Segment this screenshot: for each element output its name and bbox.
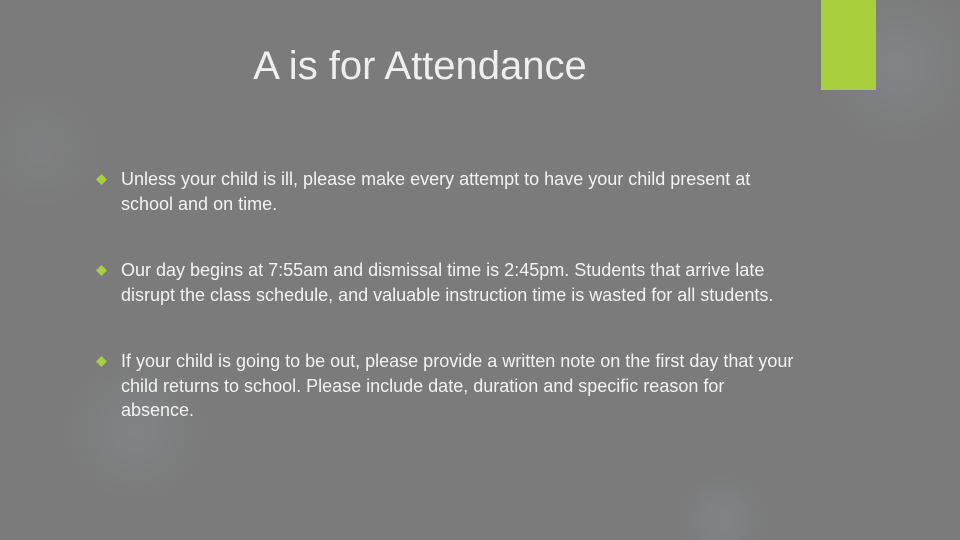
bullet-item: [96, 258, 796, 307]
bullet-item: [96, 349, 796, 423]
bullet-text: If your child is going to be out, please provide a written note on the first day that your child returns to school. Please include date, duration and specific reason for absence.: [121, 351, 794, 420]
diamond-icon: [96, 356, 107, 367]
bullet-text: Unless your child is ill, please make every attempt to have your child present at school and on time.: [121, 169, 751, 214]
bullet-item: [96, 167, 796, 216]
slide-title: A is for Attendance: [253, 44, 587, 88]
bullet-text: Our day begins at 7:55am and dismissal time is 2:45pm. Students that arrive late disrupt the class schedule, and valuable instruction time is wasted for all students.: [121, 260, 774, 305]
bullet-list: [96, 167, 796, 465]
diamond-icon: [96, 174, 107, 185]
diamond-icon: [96, 265, 107, 276]
